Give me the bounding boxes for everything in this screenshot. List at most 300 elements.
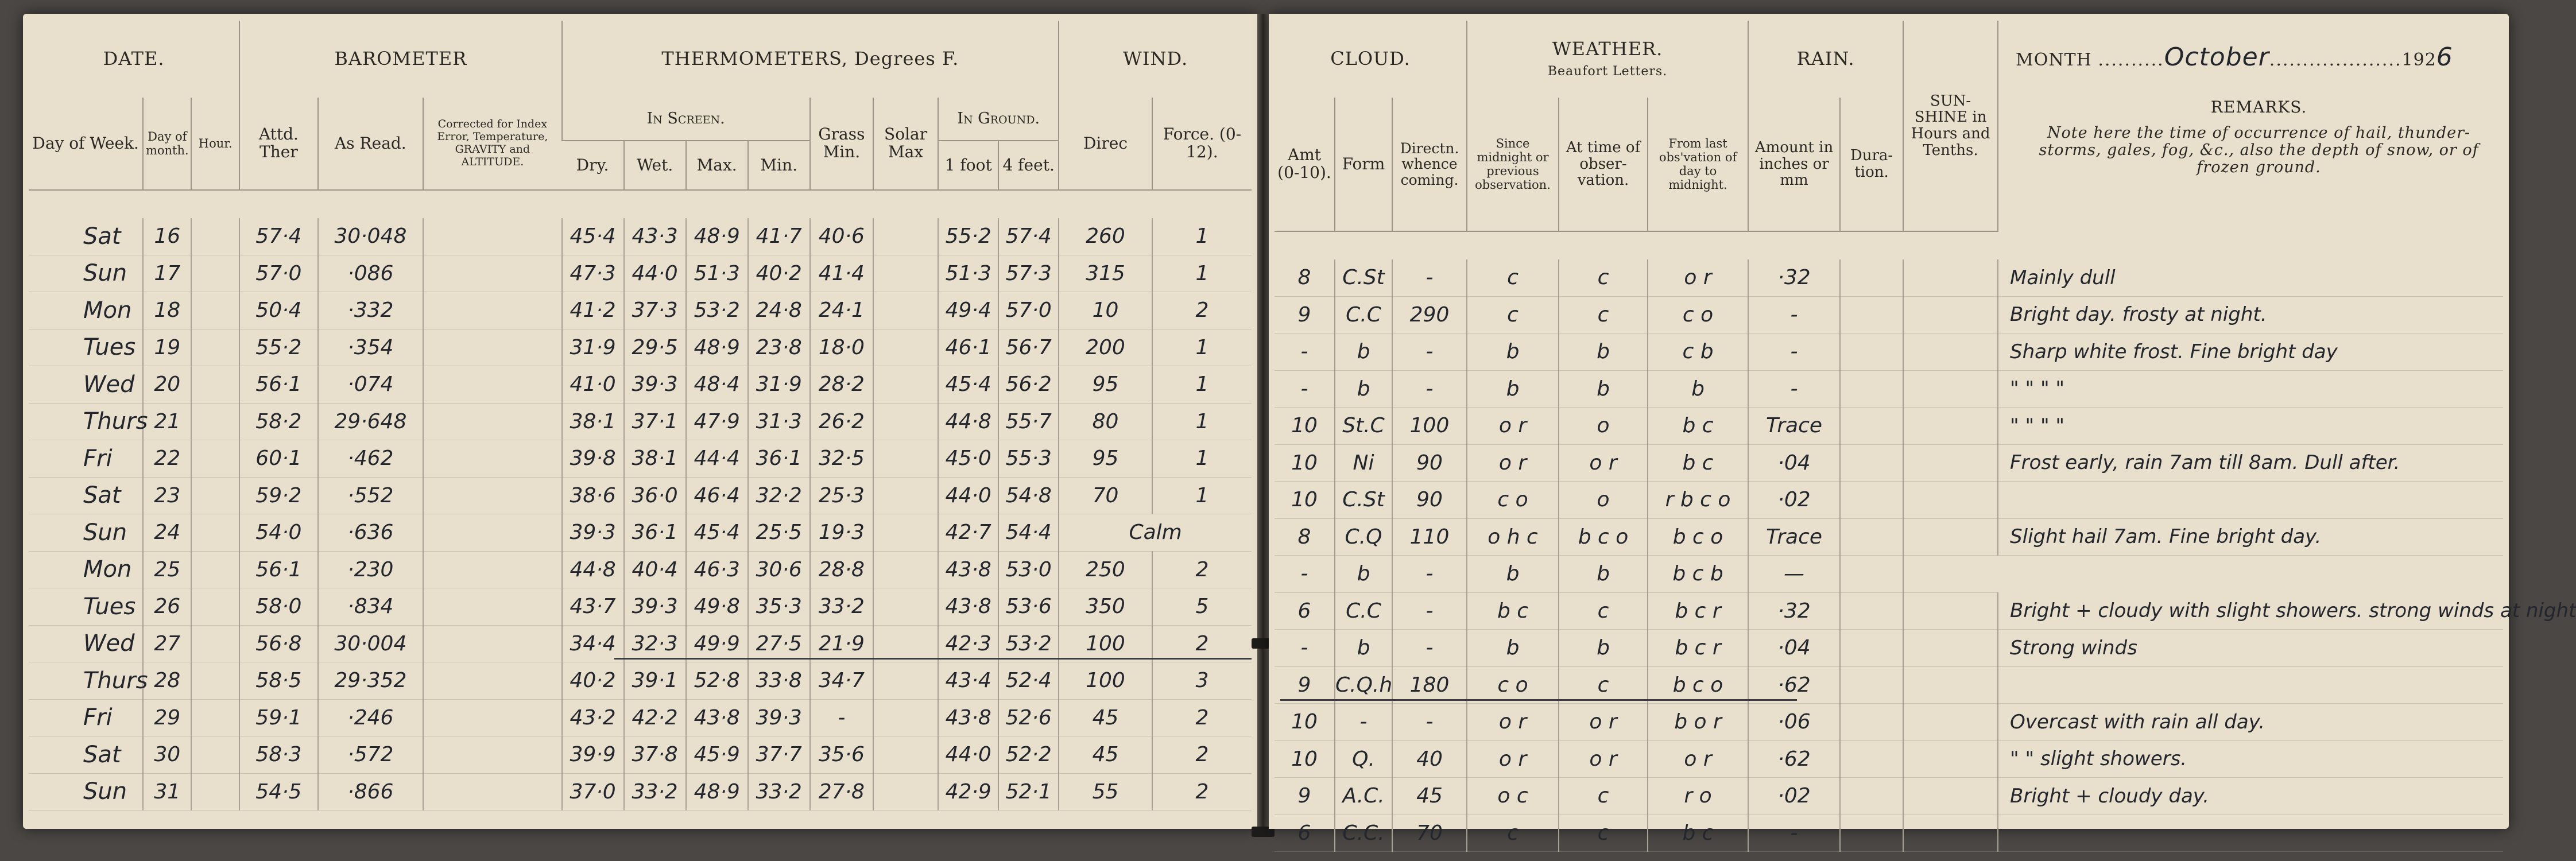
observation-row bbox=[29, 514, 1252, 552]
cloud-direction-cell: - bbox=[1392, 370, 1467, 408]
month-label: MONTH bbox=[2016, 50, 2092, 70]
wind-force-cell: 1 bbox=[1152, 440, 1252, 478]
four-feet-cell: 57·4 bbox=[998, 218, 1059, 255]
attd-ther-cell: 55·2 bbox=[239, 329, 317, 366]
four-feet-cell: 52·4 bbox=[998, 662, 1059, 700]
as-read-cell: ·552 bbox=[318, 477, 424, 514]
dry-cell: 47·3 bbox=[562, 255, 624, 292]
weather-since-midnight-cell: o r bbox=[1467, 704, 1559, 741]
wet-header: Wet. bbox=[624, 141, 686, 190]
one-foot-cell: 49·4 bbox=[938, 292, 998, 329]
wet-cell: 32·3 bbox=[624, 625, 686, 662]
grass-min-cell: 28·8 bbox=[810, 551, 873, 588]
wind-direction-cell: 95 bbox=[1059, 366, 1152, 404]
as-read-cell: ·834 bbox=[318, 588, 424, 626]
corrected-cell bbox=[423, 477, 561, 514]
cloud-amount-cell: 6 bbox=[1275, 815, 1335, 852]
rain-duration-cell bbox=[1840, 666, 1903, 704]
wet-cell: 37·3 bbox=[624, 292, 686, 329]
cloud-amount-cell: - bbox=[1275, 630, 1335, 667]
day-of-month-cell: 18 bbox=[143, 292, 191, 329]
cloud-amount-cell: 9 bbox=[1275, 296, 1335, 333]
cloud-amount-cell: - bbox=[1275, 333, 1335, 371]
min-cell: 25·5 bbox=[748, 514, 810, 552]
observation-row bbox=[1275, 778, 2503, 815]
corrected-cell bbox=[423, 403, 561, 440]
max-cell: 45·4 bbox=[686, 514, 748, 552]
wind-force-cell: 2 bbox=[1152, 773, 1252, 810]
one-foot-cell: 55·2 bbox=[938, 218, 998, 255]
rain-amount-cell: ·62 bbox=[1748, 666, 1840, 704]
remarks-cell: Strong winds bbox=[1998, 630, 2503, 667]
wind-direction-cell: 250 bbox=[1059, 551, 1152, 588]
max-cell: 45·9 bbox=[686, 736, 748, 774]
solar-max-cell bbox=[873, 403, 938, 440]
attd-ther-cell: 58·2 bbox=[239, 403, 317, 440]
hour-cell bbox=[191, 625, 239, 662]
remarks-cell: Bright + cloudy with slight showers. strong winds at night bbox=[1998, 592, 2503, 630]
directn-header: Directn. whence coming. bbox=[1392, 98, 1467, 231]
observation-row bbox=[1275, 815, 2503, 852]
rain-duration-cell bbox=[1840, 740, 1903, 778]
grass-min-header: Grass Min. bbox=[810, 98, 873, 190]
day-of-week-cell: Sun bbox=[29, 514, 143, 552]
as-read-cell: ·636 bbox=[318, 514, 424, 552]
day-of-week-cell: Sat bbox=[29, 736, 143, 774]
rain-duration-cell bbox=[1840, 556, 1903, 593]
cloud-amount-cell: 8 bbox=[1275, 518, 1335, 556]
sunshine-cell bbox=[1903, 666, 1998, 704]
observation-row bbox=[1275, 482, 2503, 519]
weather-from-last-cell: b c o bbox=[1648, 666, 1748, 704]
wind-direction-cell: Calm bbox=[1059, 514, 1252, 552]
attd-ther-cell: 59·2 bbox=[239, 477, 317, 514]
corrected-cell bbox=[423, 625, 561, 662]
wind-header: WIND. bbox=[1059, 21, 1252, 98]
weather-since-midnight-cell: b bbox=[1467, 630, 1559, 667]
four-feet-cell: 54·4 bbox=[998, 514, 1059, 552]
wind-direction-cell: 260 bbox=[1059, 218, 1152, 255]
wind-force-cell: 5 bbox=[1152, 588, 1252, 626]
cloud-amount-cell: 9 bbox=[1275, 778, 1335, 815]
attd-ther-cell: 57·4 bbox=[239, 218, 317, 255]
observation-row bbox=[1275, 296, 2503, 333]
min-cell: 41·7 bbox=[748, 218, 810, 255]
cloud-form-cell: C.C. bbox=[1335, 815, 1392, 852]
cloud-form-cell: Q. bbox=[1335, 740, 1392, 778]
weather-since-midnight-cell: o h c bbox=[1467, 518, 1559, 556]
wind-direction-cell: 45 bbox=[1059, 736, 1152, 774]
max-cell: 46·3 bbox=[686, 551, 748, 588]
wind-force-cell: 1 bbox=[1152, 329, 1252, 366]
cloud-direction-cell: 70 bbox=[1392, 815, 1467, 852]
observation-row bbox=[1275, 740, 2503, 778]
wind-direction-cell: 100 bbox=[1059, 662, 1152, 700]
sunshine-cell bbox=[1903, 444, 1998, 482]
day-of-month-cell: 26 bbox=[143, 588, 191, 626]
min-cell: 33·2 bbox=[748, 773, 810, 810]
one-foot-header: 1 foot bbox=[938, 141, 998, 190]
day-of-week-cell: Fri bbox=[29, 440, 143, 478]
day-of-month-cell: 24 bbox=[143, 514, 191, 552]
corrected-cell bbox=[423, 366, 561, 404]
wind-force-cell: 2 bbox=[1152, 292, 1252, 329]
cloud-direction-cell: 290 bbox=[1392, 296, 1467, 333]
remarks-cell: Overcast with rain all day. bbox=[1998, 704, 2503, 741]
max-cell: 48·9 bbox=[686, 218, 748, 255]
weather-at-time-cell: c bbox=[1559, 296, 1648, 333]
weather-at-time-cell: c bbox=[1559, 815, 1648, 852]
attd-ther-cell: 58·0 bbox=[239, 588, 317, 626]
weather-from-last-cell: b c bbox=[1648, 408, 1748, 445]
min-cell: 40·2 bbox=[748, 255, 810, 292]
wet-cell: 33·2 bbox=[624, 773, 686, 810]
corrected-cell bbox=[423, 736, 561, 774]
attd-ther-cell: 58·5 bbox=[239, 662, 317, 700]
remarks-cell bbox=[1998, 815, 2503, 852]
remarks-title: REMARKS. bbox=[2210, 98, 2307, 117]
one-foot-cell: 45·0 bbox=[938, 440, 998, 478]
wind-direction-cell: 45 bbox=[1059, 699, 1152, 736]
hour-cell bbox=[191, 366, 239, 404]
rain-amount-cell: — bbox=[1748, 556, 1840, 593]
four-feet-cell: 52·2 bbox=[998, 736, 1059, 774]
wet-cell: 36·1 bbox=[624, 514, 686, 552]
grass-min-cell: - bbox=[810, 699, 873, 736]
attd-ther-cell: 57·0 bbox=[239, 255, 317, 292]
four-feet-cell: 55·7 bbox=[998, 403, 1059, 440]
wet-cell: 37·8 bbox=[624, 736, 686, 774]
observation-row bbox=[1275, 444, 2503, 482]
date-header: DATE. bbox=[103, 48, 165, 70]
cloud-direction-cell: - bbox=[1392, 333, 1467, 371]
spacer-row bbox=[29, 190, 1252, 218]
wet-cell: 39·1 bbox=[624, 662, 686, 700]
min-cell: 37·7 bbox=[748, 736, 810, 774]
weather-since-midnight-cell: c bbox=[1467, 815, 1559, 852]
wet-cell: 29·5 bbox=[624, 329, 686, 366]
solar-max-cell bbox=[873, 477, 938, 514]
max-cell: 43·8 bbox=[686, 699, 748, 736]
wet-cell: 44·0 bbox=[624, 255, 686, 292]
solar-max-cell bbox=[873, 255, 938, 292]
cloud-header: CLOUD. bbox=[1330, 48, 1411, 70]
hour-cell bbox=[191, 699, 239, 736]
day-of-month-cell: 16 bbox=[143, 218, 191, 255]
one-foot-cell: 42·3 bbox=[938, 625, 998, 662]
weather-subtitle: Beaufort Letters. bbox=[1547, 64, 1668, 79]
amt-header: Amt (0-10). bbox=[1275, 98, 1335, 231]
remarks-cell: Bright day. frosty at night. bbox=[1998, 296, 2503, 333]
cloud-amount-cell: 10 bbox=[1275, 444, 1335, 482]
weather-from-last-cell: b c r bbox=[1648, 592, 1748, 630]
weather-at-time-cell: b bbox=[1559, 333, 1648, 371]
as-read-cell: ·866 bbox=[318, 773, 424, 810]
cloud-form-cell: C.C bbox=[1335, 296, 1392, 333]
sunshine-cell bbox=[1903, 259, 1998, 296]
year-value: 6 bbox=[2436, 42, 2453, 72]
max-header: Max. bbox=[686, 141, 748, 190]
cloud-direction-cell: - bbox=[1392, 556, 1467, 593]
wind-force-cell: 1 bbox=[1152, 218, 1252, 255]
max-cell: 51·3 bbox=[686, 255, 748, 292]
cloud-form-cell: St.C bbox=[1335, 408, 1392, 445]
wind-force-cell: 1 bbox=[1152, 366, 1252, 404]
attd-ther-cell: 56·8 bbox=[239, 625, 317, 662]
weather-title: WEATHER. bbox=[1552, 37, 1663, 60]
weather-since-midnight-cell: b c bbox=[1467, 592, 1559, 630]
one-foot-cell: 43·8 bbox=[938, 699, 998, 736]
grass-min-cell: 41·4 bbox=[810, 255, 873, 292]
attd-ther-cell: 60·1 bbox=[239, 440, 317, 478]
rain-amount-cell: ·06 bbox=[1748, 704, 1840, 741]
sunshine-cell bbox=[1903, 333, 1998, 371]
cloud-direction-cell: 45 bbox=[1392, 778, 1467, 815]
cloud-form-cell: b bbox=[1335, 556, 1392, 593]
hour-cell bbox=[191, 588, 239, 626]
strike-through-line bbox=[1280, 699, 1797, 701]
wind-direction-cell: 80 bbox=[1059, 403, 1152, 440]
attd-ther-cell: 59·1 bbox=[239, 699, 317, 736]
grass-min-cell: 32·5 bbox=[810, 440, 873, 478]
four-feet-cell: 52·1 bbox=[998, 773, 1059, 810]
min-cell: 27·5 bbox=[748, 625, 810, 662]
max-cell: 44·4 bbox=[686, 440, 748, 478]
as-read-cell: ·572 bbox=[318, 736, 424, 774]
solar-max-cell bbox=[873, 366, 938, 404]
day-of-week-cell: Mon bbox=[29, 292, 143, 329]
day-of-week-cell: Wed bbox=[29, 625, 143, 662]
weather-from-last-cell: b bbox=[1648, 370, 1748, 408]
rain-amount-cell: - bbox=[1748, 370, 1840, 408]
weather-at-time-cell: b bbox=[1559, 556, 1648, 593]
wind-force-cell: 2 bbox=[1152, 699, 1252, 736]
wind-direction-cell: 70 bbox=[1059, 477, 1152, 514]
attd-ther-cell: 56·1 bbox=[239, 551, 317, 588]
day-of-month-cell: 30 bbox=[143, 736, 191, 774]
dry-cell: 31·9 bbox=[562, 329, 624, 366]
rain-amount-cell: ·02 bbox=[1748, 482, 1840, 519]
day-of-week-cell: Sat bbox=[29, 477, 143, 514]
solar-max-cell bbox=[873, 329, 938, 366]
dry-cell: 38·1 bbox=[562, 403, 624, 440]
sunshine-header: SUN-SHINE in Hours and Tenths. bbox=[1903, 21, 1998, 231]
min-cell: 35·3 bbox=[748, 588, 810, 626]
min-cell: 32·2 bbox=[748, 477, 810, 514]
cloud-direction-cell: 100 bbox=[1392, 408, 1467, 445]
min-cell: 23·8 bbox=[748, 329, 810, 366]
day-of-week-cell: Tues bbox=[29, 329, 143, 366]
observation-row bbox=[1275, 704, 2503, 741]
observation-row bbox=[1275, 666, 2503, 704]
observation-row bbox=[29, 403, 1252, 440]
one-foot-cell: 44·0 bbox=[938, 477, 998, 514]
strike-through-line bbox=[614, 658, 1252, 660]
wind-force-cell: 1 bbox=[1152, 403, 1252, 440]
corrected-cell bbox=[423, 588, 561, 626]
observation-row bbox=[29, 440, 1252, 478]
weather-since-midnight-cell: b bbox=[1467, 556, 1559, 593]
day-of-week-cell: Thurs bbox=[29, 403, 143, 440]
wind-force-cell: 2 bbox=[1152, 736, 1252, 774]
dry-cell: 43·7 bbox=[562, 588, 624, 626]
remarks-cell: Sharp white frost. Fine bright day bbox=[1998, 333, 2503, 371]
as-read-cell: ·246 bbox=[318, 699, 424, 736]
one-foot-cell: 44·8 bbox=[938, 403, 998, 440]
weather-since-midnight-cell: c o bbox=[1467, 666, 1559, 704]
sunshine-cell bbox=[1903, 408, 1998, 445]
corrected-cell bbox=[423, 514, 561, 552]
observation-row bbox=[1275, 259, 2503, 296]
weather-at-time-cell: c bbox=[1559, 592, 1648, 630]
four-feet-cell: 56·2 bbox=[998, 366, 1059, 404]
min-cell: 36·1 bbox=[748, 440, 810, 478]
as-read-cell: ·462 bbox=[318, 440, 424, 478]
day-of-week-cell: Wed bbox=[29, 366, 143, 404]
rain-duration-cell bbox=[1840, 333, 1903, 371]
observations-table-right bbox=[1275, 21, 2576, 852]
dry-cell: 45·4 bbox=[562, 218, 624, 255]
cloud-amount-cell: - bbox=[1275, 370, 1335, 408]
cloud-direction-cell: - bbox=[1392, 592, 1467, 630]
weather-at-time-cell: o bbox=[1559, 408, 1648, 445]
hour-cell bbox=[191, 736, 239, 774]
cloud-form-cell: Ni bbox=[1335, 444, 1392, 482]
solar-max-cell bbox=[873, 736, 938, 774]
rain-duration-cell bbox=[1840, 778, 1903, 815]
one-foot-cell: 46·1 bbox=[938, 329, 998, 366]
observation-row bbox=[29, 292, 1252, 329]
hour-header: Hour. bbox=[191, 98, 239, 190]
month-value: October bbox=[2164, 42, 2269, 72]
one-foot-cell: 43·8 bbox=[938, 551, 998, 588]
day-of-month-cell: 25 bbox=[143, 551, 191, 588]
observations-table-left bbox=[29, 21, 1252, 810]
wind-force-cell: 2 bbox=[1152, 551, 1252, 588]
dry-cell: 41·0 bbox=[562, 366, 624, 404]
day-of-month-cell: 22 bbox=[143, 440, 191, 478]
grass-min-cell: 35·6 bbox=[810, 736, 873, 774]
dry-cell: 39·3 bbox=[562, 514, 624, 552]
observation-row bbox=[29, 366, 1252, 404]
max-cell: 47·9 bbox=[686, 403, 748, 440]
four-feet-cell: 53·6 bbox=[998, 588, 1059, 626]
hour-cell bbox=[191, 218, 239, 255]
as-read-cell: 29·352 bbox=[318, 662, 424, 700]
wind-direction-cell: 10 bbox=[1059, 292, 1152, 329]
since-midnight-header: Since midnight or previous observation. bbox=[1467, 98, 1559, 231]
hour-cell bbox=[191, 292, 239, 329]
one-foot-cell: 51·3 bbox=[938, 255, 998, 292]
one-foot-cell: 43·4 bbox=[938, 662, 998, 700]
observation-row bbox=[1275, 333, 2503, 371]
hour-cell bbox=[191, 662, 239, 700]
cloud-amount-cell: 10 bbox=[1275, 482, 1335, 519]
wet-cell: 39·3 bbox=[624, 588, 686, 626]
observation-row bbox=[29, 588, 1252, 626]
weather-at-time-cell: b c o bbox=[1559, 518, 1648, 556]
four-feet-cell: 52·6 bbox=[998, 699, 1059, 736]
wind-direction-cell: 55 bbox=[1059, 773, 1152, 810]
weather-since-midnight-cell: c bbox=[1467, 296, 1559, 333]
solar-max-cell bbox=[873, 292, 938, 329]
attd-ther-cell: 50·4 bbox=[239, 292, 317, 329]
observation-row bbox=[29, 329, 1252, 366]
one-foot-cell: 42·9 bbox=[938, 773, 998, 810]
weather-at-time-cell: c bbox=[1559, 778, 1648, 815]
corrected-cell bbox=[423, 255, 561, 292]
solar-max-cell bbox=[873, 440, 938, 478]
solar-max-header: Solar Max bbox=[873, 98, 938, 190]
weather-from-last-cell: b c bbox=[1648, 444, 1748, 482]
solar-max-cell bbox=[873, 218, 938, 255]
weather-since-midnight-cell: b bbox=[1467, 370, 1559, 408]
four-feet-cell: 57·3 bbox=[998, 255, 1059, 292]
solar-max-cell bbox=[873, 514, 938, 552]
remarks-cell: " " slight showers. bbox=[1998, 740, 2503, 778]
max-cell: 52·8 bbox=[686, 662, 748, 700]
hour-cell bbox=[191, 773, 239, 810]
cloud-direction-cell: - bbox=[1392, 630, 1467, 667]
sunshine-cell bbox=[1903, 778, 1998, 815]
one-foot-cell: 45·4 bbox=[938, 366, 998, 404]
four-feet-cell: 56·7 bbox=[998, 329, 1059, 366]
sunshine-cell bbox=[1903, 815, 1998, 852]
weather-from-last-cell: b c b bbox=[1648, 556, 1748, 593]
day-of-month-cell: 29 bbox=[143, 699, 191, 736]
observation-row bbox=[29, 625, 1252, 662]
as-read-cell: ·354 bbox=[318, 329, 424, 366]
wind-direction-cell: 100 bbox=[1059, 625, 1152, 662]
cloud-amount-cell: 10 bbox=[1275, 408, 1335, 445]
four-feet-header: 4 feet. bbox=[998, 141, 1059, 190]
observation-row bbox=[1275, 408, 2503, 445]
day-of-week-cell: Mon bbox=[29, 551, 143, 588]
weather-from-last-cell: r b c o bbox=[1648, 482, 1748, 519]
wet-cell: 38·1 bbox=[624, 440, 686, 478]
observation-row bbox=[29, 255, 1252, 292]
at-time-header: At time of obser-vation. bbox=[1559, 98, 1648, 231]
observation-row bbox=[29, 699, 1252, 736]
remarks-cell bbox=[1998, 666, 2503, 704]
attd-ther-cell: 54·5 bbox=[239, 773, 317, 810]
wind-direction-cell: 350 bbox=[1059, 588, 1152, 626]
sunshine-cell bbox=[1903, 740, 1998, 778]
rain-amount-cell: ·62 bbox=[1748, 740, 1840, 778]
wet-cell: 36·0 bbox=[624, 477, 686, 514]
sunshine-cell bbox=[1903, 482, 1998, 519]
cloud-form-cell: - bbox=[1335, 704, 1392, 741]
sunshine-cell bbox=[1903, 630, 1998, 667]
cloud-form-cell: C.St bbox=[1335, 259, 1392, 296]
observation-row bbox=[29, 551, 1252, 588]
weather-since-midnight-cell: b bbox=[1467, 333, 1559, 371]
grass-min-cell: 21·9 bbox=[810, 625, 873, 662]
observation-row bbox=[1275, 556, 2503, 593]
cloud-amount-cell: 8 bbox=[1275, 259, 1335, 296]
weather-from-last-cell: b c bbox=[1648, 815, 1748, 852]
rain-amount-cell: Trace bbox=[1748, 518, 1840, 556]
max-cell: 48·4 bbox=[686, 366, 748, 404]
weather-at-time-cell: c bbox=[1559, 259, 1648, 296]
rain-amount-cell: ·32 bbox=[1748, 259, 1840, 296]
corrected-cell bbox=[423, 773, 561, 810]
observation-row bbox=[1275, 592, 2503, 630]
cloud-amount-cell: 10 bbox=[1275, 704, 1335, 741]
sunshine-cell bbox=[1903, 370, 1998, 408]
observation-row bbox=[1275, 518, 2503, 556]
direc-header: Direc bbox=[1059, 98, 1152, 190]
